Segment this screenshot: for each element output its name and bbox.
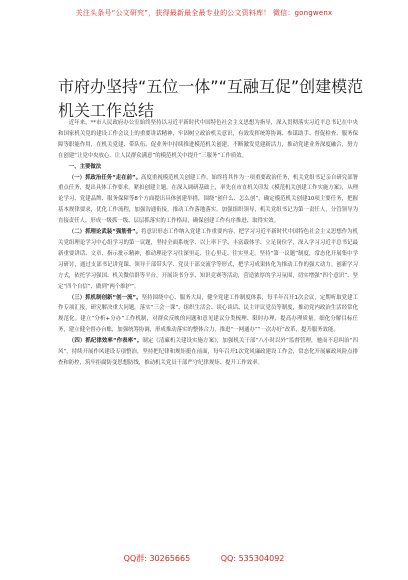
section-4-body: 制定《清廉机关建设实施方案》，加强机关干部“八小时以外”监督管理，驰而不息纠治“四风”，持续开展作风建设专项整治，坚持把纪律和规矩挺在前面，每年召开1次党风廉政建设工作会，常态化开展廉政风险点排查和防控，筑牢拒腐防变思想防线，推动机关党员干部严守纪律规矩、提升工作效率。 [58, 338, 358, 366]
section-paragraph-2 [58, 227, 358, 292]
qq-group: QQ群: 30265665 [123, 554, 191, 563]
document-body [58, 118, 358, 369]
section-heading-main-practices: 一、主要做法 [68, 163, 102, 170]
section-1-body: 高度重视模范机关创建工作，始终将其作为一项重要政治任务，机关党组书记亲自研究部署重点任务，提出具体工作要求。紧扣创建主题，在深入调研基础上，率先在市直机关印发《模范机关创建工作实施方案》，从理论学习、党建品牌、服务保障等8个方面提出具体创建举措，围绕“创什么、怎么创”，确定模范机关创建10项主要任务，把握基本规律要求，优化工作流程，加强沟通衔接，推动工作落地落实。加强组织领导，机关党组书记为第一责任人，分管领导为直接责任人，形成一级抓一级、层层抓落实的工作格局，确保创建工作有序推进、取得实效。 [58, 174, 358, 225]
section-4-heading: （四）抓纪律效率“作表率”。 [68, 338, 143, 345]
section-paragraph-4 [58, 336, 358, 369]
section-3-heading: （三）抓机制创新“创一流”。 [68, 294, 142, 301]
section-2-body: 将意识形态工作纳入党建工作重要内容，把学习习近平新时代中国特色社会主义思想作为机关党组理论学习中心组学习的第一议题，坚持全面系统学、以上率下学、丰富载体学、立足岗位学，深入学习习近平总书记最新重要讲话、文章、指示批示精神，推动理论学习往深里走、往心里走、往实里走。坚持“第一议题”制度，常态化开展集中学习研讨，通过支部书记讲党课、领导干部带头学、党员干部交流学等形式，把学习成果转化为推动工作的强大动力。创新学习方式，依托学习强国、机关微信群等平台，开展读书分享、知识竞赛等活动，营造浓厚的学习氛围，切实增强“四个意识”、坚定“四个自信”、做到“两个维护”。 [58, 229, 358, 290]
section-1-heading: （一）抓政治任务“走在前”。 [68, 174, 142, 181]
qq-contact: QQ: 535304092 [220, 554, 285, 563]
section-2-heading: （二）抓理论武装“强筋骨”。 [68, 229, 142, 236]
section-3-body: 坚持围绕中心、服务大局，健全党建工作制度体系，每半年召开1次会议，定期听取党建工作专项汇报，研究解决重大问题。落实“三会一课”、组织生活会、谈心谈话、民主评议党员等制度，推动党内政治生活经常化规范化。建立“分析+分办”工作机制，对群众反映的问题和意见建议分类梳理、限时办理，提高办理质量。细化分解目标任务，建立健全督办台账，加强统筹协调，形成推动落实的整体合力，推进“一网通办”“一次办好”改革，提升服务效能。 [58, 294, 358, 334]
document-title: 市府办坚持“五位一体”“互融互促”创建模范机关工作总结 [58, 76, 364, 120]
section-paragraph-3 [58, 293, 358, 337]
section-paragraph-1 [58, 173, 358, 228]
contact-footer [0, 553, 408, 564]
promo-banner: 关注头条号“公文研究”，获得最新最全最专业的公文资料库！ 微信：gongwenx [75, 9, 333, 17]
intro-paragraph: 近年来，**市人民政府办公室始终坚持以习近平新时代中国特色社会主义思想为指导，深入贯彻落实习近平总书记在中央和国家机关党的建设工作会议上的重要讲话精神，牢固树立政治机关意识，有效发挥统筹协调、参谋助手、督促检查、服务保障等职能作用，在机关党建、带队伍、促业务中持续推进模范机关创建，不断激发党建新活力，推动党建业务深度融合，努力在创建“让党中央放心、让人民群众满意”的模范机关中提升“三服务”工作质效。 [58, 120, 358, 159]
